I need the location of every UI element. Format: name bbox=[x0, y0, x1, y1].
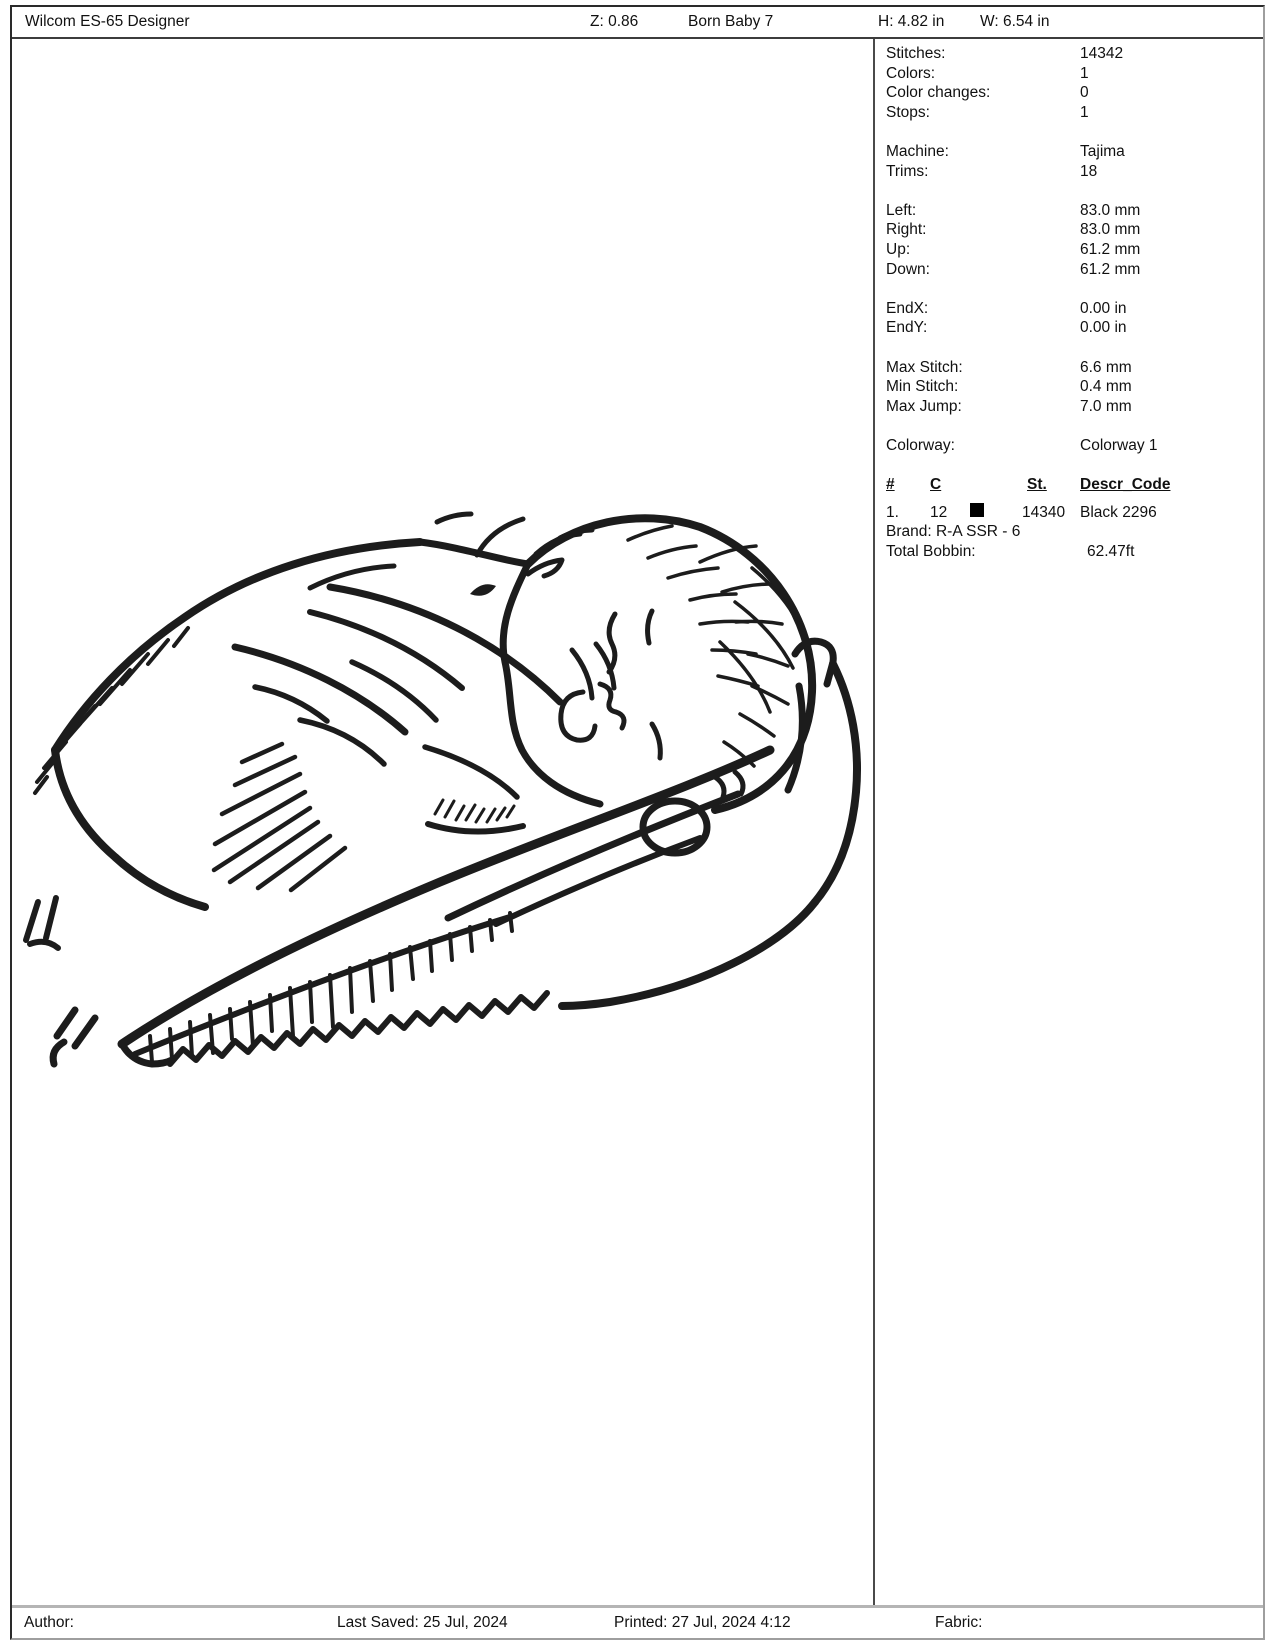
stat-row bbox=[886, 299, 1263, 319]
stat-label: EndY: bbox=[886, 319, 928, 337]
stat-value: 61.2 mm bbox=[1080, 240, 1141, 258]
footer-bar bbox=[12, 1605, 1263, 1638]
stat-label: Max Stitch: bbox=[886, 358, 963, 376]
fuzzy-tuft bbox=[428, 800, 523, 832]
total-bobbin-value: 62.47ft bbox=[1087, 542, 1135, 560]
baby-face bbox=[561, 611, 661, 758]
stat-value: 83.0 mm bbox=[1080, 201, 1141, 219]
stat-label: Machine: bbox=[886, 142, 949, 160]
stat-value: 0.4 mm bbox=[1080, 378, 1132, 396]
stat-row bbox=[886, 83, 1263, 103]
thread-number: 1. bbox=[886, 503, 899, 521]
stat-label: Stitches: bbox=[886, 45, 946, 62]
stat-value: 83.0 mm bbox=[1080, 221, 1141, 239]
content-region bbox=[12, 39, 1263, 1606]
stat-row bbox=[886, 436, 1263, 456]
app-title: Wilcom ES-65 Designer bbox=[25, 13, 190, 30]
stat-label: Down: bbox=[886, 260, 930, 278]
fan-stitches bbox=[214, 744, 345, 890]
col-header-number: # bbox=[886, 476, 895, 494]
stat-row bbox=[886, 220, 1263, 240]
stat-value: 0.00 in bbox=[1080, 299, 1127, 317]
col-header-stitches: St. bbox=[1027, 476, 1047, 494]
stat-row bbox=[886, 397, 1263, 417]
stat-value: Colorway 1 bbox=[1080, 436, 1158, 454]
stat-row bbox=[886, 358, 1263, 378]
stat-value: 14342 bbox=[1080, 45, 1124, 62]
stat-label: Colorway: bbox=[886, 436, 955, 454]
stat-label: Colors: bbox=[886, 64, 936, 82]
design-height: H: 4.82 in bbox=[878, 13, 945, 30]
hand bbox=[26, 641, 857, 1064]
last-saved-text: Last Saved: 25 Jul, 2024 bbox=[337, 1614, 508, 1631]
baby-body bbox=[55, 542, 743, 907]
stat-label: Stops: bbox=[886, 103, 930, 121]
stat-label: Left: bbox=[886, 201, 917, 219]
stat-value: 1 bbox=[1080, 64, 1089, 82]
brand-text: Brand: R-A SSR - 6 bbox=[886, 523, 1021, 541]
author-label: Author: bbox=[24, 1614, 74, 1631]
total-bobbin-row bbox=[886, 542, 1263, 562]
thread-stitch-count: 14340 bbox=[1022, 503, 1066, 521]
stat-row bbox=[886, 142, 1263, 162]
stat-value: Tajima bbox=[1080, 142, 1125, 160]
stat-value: 18 bbox=[1080, 162, 1098, 180]
design-width: W: 6.54 in bbox=[980, 13, 1050, 30]
col-header-color: C bbox=[930, 476, 942, 494]
stat-label: Trims: bbox=[886, 162, 929, 180]
thread-descr-code: Black 2296 bbox=[1080, 503, 1157, 521]
thread-color-swatch bbox=[970, 503, 984, 517]
stat-value: 6.6 mm bbox=[1080, 358, 1132, 376]
zigzag-cuff bbox=[170, 993, 547, 1064]
stat-row bbox=[886, 103, 1263, 123]
design-name: Born Baby 7 bbox=[688, 13, 774, 30]
stat-value: 61.2 mm bbox=[1080, 260, 1141, 278]
stat-row bbox=[886, 318, 1263, 338]
stat-label: Up: bbox=[886, 240, 911, 258]
embroidery-design-baby-in-hand bbox=[12, 39, 873, 1606]
stat-label: Right: bbox=[886, 221, 927, 239]
total-bobbin-label: Total Bobbin: bbox=[886, 542, 976, 560]
thread-color-number: 12 bbox=[930, 503, 948, 521]
stat-row bbox=[886, 162, 1263, 182]
stat-row bbox=[886, 44, 1263, 64]
thread-table-row bbox=[886, 503, 1263, 523]
stat-label: EndX: bbox=[886, 299, 929, 317]
col-header-descr-code: Descr_Code bbox=[1080, 476, 1171, 494]
fabric-label: Fabric: bbox=[935, 1614, 983, 1631]
stat-row bbox=[886, 240, 1263, 260]
stat-row bbox=[886, 201, 1263, 221]
stat-label: Max Jump: bbox=[886, 397, 962, 415]
thread-table-header bbox=[886, 475, 1263, 495]
stat-row bbox=[886, 64, 1263, 84]
design-canvas bbox=[12, 39, 873, 1606]
zoom-level: Z: 0.86 bbox=[590, 13, 639, 30]
stat-label: Min Stitch: bbox=[886, 378, 959, 396]
design-info-panel bbox=[873, 39, 1263, 1606]
worksheet-frame bbox=[10, 5, 1265, 1640]
printed-text: Printed: 27 Jul, 2024 4:12 bbox=[614, 1614, 791, 1631]
stat-value: 0 bbox=[1080, 84, 1089, 102]
stat-value: 7.0 mm bbox=[1080, 397, 1132, 415]
thread-brand-line bbox=[886, 522, 1263, 542]
header-bar bbox=[12, 7, 1263, 39]
stat-value: 1 bbox=[1080, 103, 1089, 121]
stat-label: Color changes: bbox=[886, 84, 991, 102]
stat-value: 0.00 in bbox=[1080, 319, 1127, 337]
stat-row bbox=[886, 260, 1263, 280]
stat-row bbox=[886, 377, 1263, 397]
